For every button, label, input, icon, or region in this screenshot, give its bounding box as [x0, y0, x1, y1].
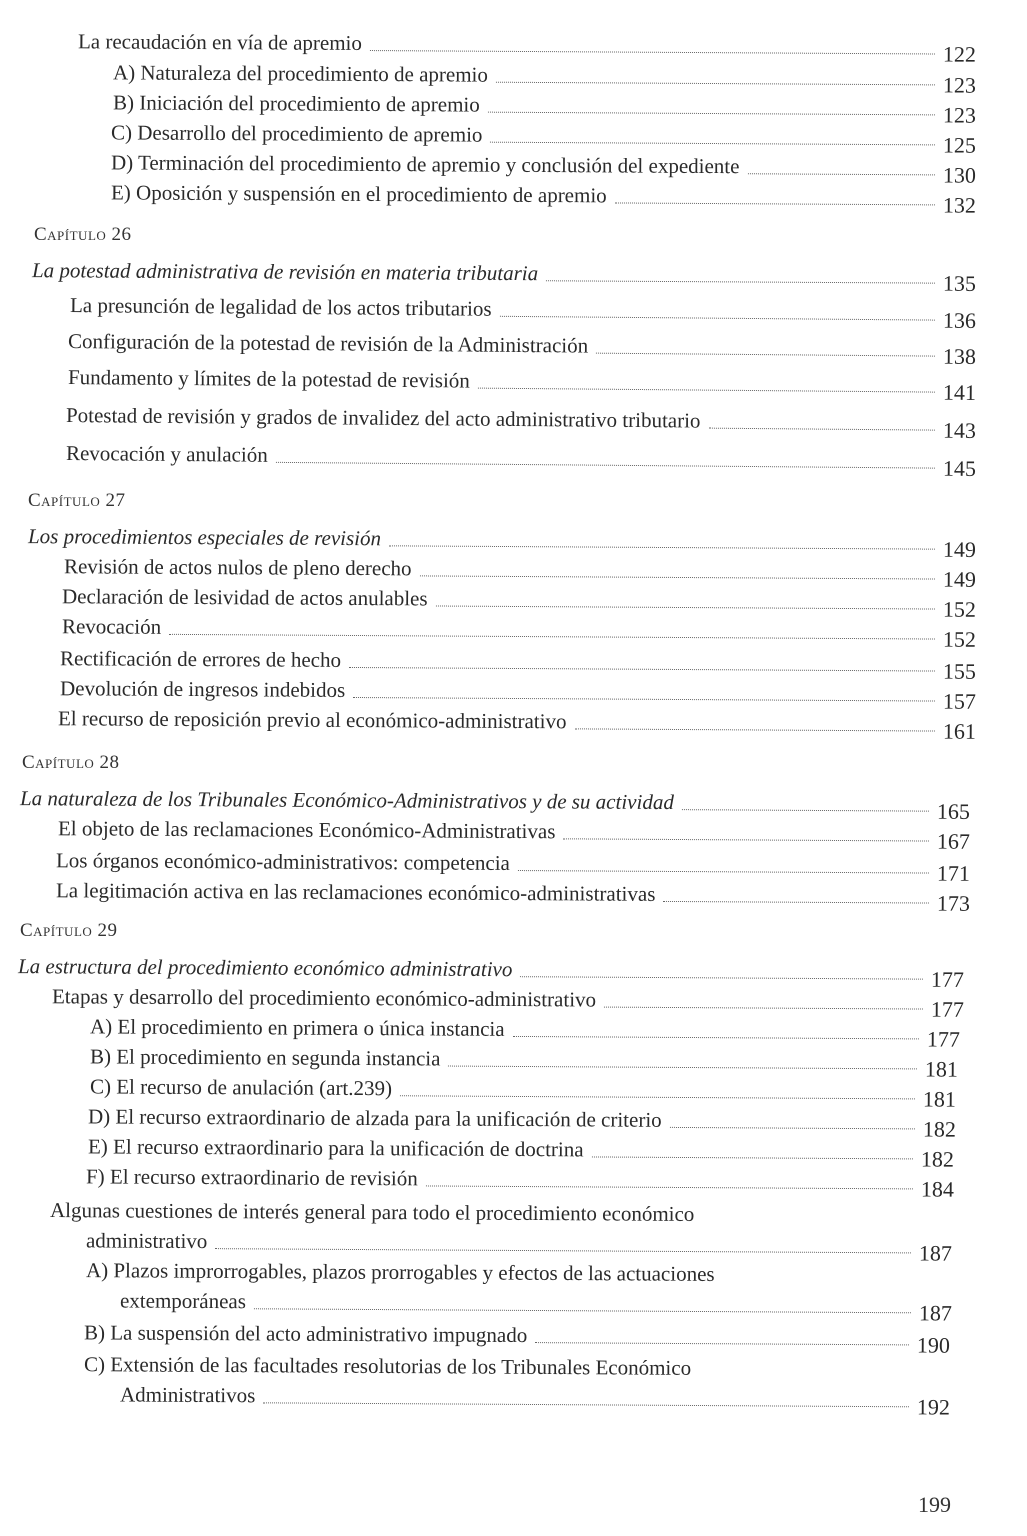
toc-entry-page: 181: [922, 1086, 957, 1112]
toc-entry-title: Los órganos económico-administrativos: competencia: [55, 848, 510, 875]
toc-entry-title: La presunción de legalidad de los actos tributarios: [69, 293, 492, 321]
dot-leader: [254, 1307, 911, 1313]
dot-leader: [518, 869, 929, 874]
toc-entry-title: Revocación: [61, 614, 162, 639]
chapter-title[interactable]: [19, 786, 971, 824]
toc-entry-title: E) Oposición y suspensión en el procedimiento de apremio: [110, 180, 607, 208]
toc-entry-title: Revocación y anulación: [65, 441, 268, 467]
dot-leader: [615, 201, 935, 205]
toc-entry-page: 122: [942, 41, 977, 67]
toc-entry[interactable]: [65, 403, 977, 443]
chapter-heading: Capítulo 27: [28, 490, 126, 511]
dot-leader: [490, 141, 935, 146]
toc-entry[interactable]: [89, 1014, 961, 1052]
toc-entry-title: La legitimación activa en las reclamaciones económico-administrativas: [55, 878, 656, 906]
toc-entry-page: 123: [942, 72, 977, 98]
toc-entry[interactable]: [110, 180, 977, 218]
toc-entry[interactable]: [61, 584, 977, 622]
toc-entry-page: 192: [916, 1394, 951, 1420]
toc-entry-title: D) Terminación del procedimiento de apremio y conclusión del expediente: [110, 150, 740, 179]
dot-leader: [574, 727, 934, 731]
toc-entry-page: 182: [920, 1146, 955, 1172]
toc-entry[interactable]: [63, 554, 977, 592]
toc-entry-page: 171: [936, 860, 971, 886]
dot-leader: [535, 1341, 909, 1345]
toc-entry-page: 149: [942, 566, 977, 592]
toc-entry[interactable]: [112, 60, 977, 98]
toc-entry-title: B) El procedimiento en segunda instancia: [89, 1044, 441, 1071]
toc-entry[interactable]: [77, 29, 977, 67]
toc-entry-page: 184: [920, 1176, 955, 1202]
toc-entry[interactable]: [119, 1288, 953, 1326]
toc-entry-title: Devolución de ingresos indebidos: [59, 676, 346, 702]
toc-entry-title: Rectificación de errores de hecho: [59, 646, 342, 672]
toc-entry[interactable]: [57, 816, 971, 854]
toc-entry[interactable]: [61, 614, 977, 652]
chapter-title[interactable]: [17, 954, 965, 992]
toc-entry-page: 138: [942, 343, 977, 369]
toc-entry-title: La recaudación en vía de apremio: [77, 29, 363, 55]
toc-entry[interactable]: [55, 848, 971, 886]
dot-leader: [563, 837, 929, 841]
dot-leader: [747, 172, 934, 175]
toc-entry[interactable]: [110, 120, 977, 158]
toc-entry-title: Los procedimientos especiales de revisión: [27, 524, 382, 551]
toc-entry-page: 130: [942, 162, 977, 188]
toc-entry-title: La potestad administrativa de revisión en materia tributaria: [31, 258, 539, 286]
toc-entry-title[interactable]: C) Extensión de las facultades resolutorias de los Tribunales Económico: [83, 1352, 692, 1380]
dot-leader: [546, 279, 935, 283]
toc-entry[interactable]: [87, 1134, 955, 1172]
dot-leader: [496, 81, 935, 86]
dot-leader: [604, 1006, 923, 1010]
toc-entry-page: 132: [942, 192, 977, 218]
toc-entry-title: Etapas y desarrollo del procedimiento económico-administrativo: [51, 984, 597, 1012]
toc-entry-title[interactable]: Algunas cuestiones de interés general para todo el procedimiento económico: [49, 1198, 695, 1226]
toc-entry-page: 167: [936, 828, 971, 854]
dot-leader: [420, 574, 935, 579]
toc-entry-title: B) La suspensión del acto administrativo impugnado: [83, 1320, 528, 1348]
toc-entry-page: 157: [942, 688, 977, 714]
toc-entry-title: Revisión de actos nulos de pleno derecho: [63, 554, 412, 581]
chapter-heading: Capítulo 29: [20, 920, 118, 941]
toc-entry-page: 181: [924, 1056, 959, 1082]
dot-leader: [400, 1094, 915, 1099]
toc-entry-title: A) El procedimiento en primera o única instancia: [89, 1014, 505, 1041]
toc-entry-title: A) Naturaleza del procedimiento de apremio: [112, 60, 488, 87]
toc-entry[interactable]: [65, 441, 977, 481]
toc-entry[interactable]: [119, 1382, 951, 1420]
toc-entry-title: D) El recurso extraordinario de alzada para la unificación de criterio: [87, 1104, 662, 1132]
toc-entry-title: E) El recurso extraordinario para la unificación de doctrina: [87, 1134, 584, 1162]
toc-entry-page: 161: [942, 718, 977, 744]
dot-leader: [682, 808, 929, 812]
toc-entry-title: El recurso de reposición previo al económico-administrativo: [57, 706, 567, 734]
dot-leader: [276, 461, 935, 469]
toc-entry-title: Administrativos: [119, 1382, 256, 1408]
chapter-heading: Capítulo 26: [34, 224, 132, 245]
toc-entry-title: Fundamento y límites de la potestad de revisión: [67, 365, 470, 393]
chapter-heading: Capítulo 28: [22, 752, 120, 773]
toc-entry-page: 165: [936, 798, 971, 824]
dot-leader: [353, 696, 935, 702]
dot-leader: [263, 1401, 909, 1407]
toc-entry[interactable]: [83, 1320, 951, 1358]
toc-entry-title: B) Iniciación del procedimiento de apremio: [112, 90, 480, 117]
toc-entry-page: 173: [936, 890, 971, 916]
toc-entry-page: 149: [942, 536, 977, 562]
page-number: 199: [918, 1492, 951, 1517]
toc-entry[interactable]: [51, 984, 965, 1022]
toc-entry-page: 123: [942, 102, 977, 128]
toc-entry-page: 152: [942, 626, 977, 652]
toc-entry-page: 187: [918, 1240, 953, 1266]
toc-entry[interactable]: [85, 1228, 953, 1266]
dot-leader: [436, 604, 935, 609]
dot-leader: [370, 49, 935, 54]
dot-leader: [215, 1247, 911, 1253]
toc-entry-page: 187: [918, 1300, 953, 1326]
dot-leader: [488, 111, 935, 116]
toc-entry[interactable]: [67, 365, 977, 405]
chapter-title[interactable]: [27, 524, 977, 562]
toc-entry[interactable]: [57, 706, 977, 744]
toc-entry-title: La naturaleza de los Tribunales Económico-Administrativos y de su actividad: [19, 786, 674, 815]
toc-entry[interactable]: [87, 1104, 957, 1142]
toc-entry-page: 177: [930, 966, 965, 992]
toc-entry-title: Configuración de la potestad de revisión de la Administración: [67, 329, 589, 358]
toc-entry[interactable]: [112, 90, 977, 128]
toc-entry-page: 182: [922, 1116, 957, 1142]
dot-leader: [349, 666, 935, 672]
toc-entry[interactable]: [85, 1164, 955, 1202]
toc-entry-title: C) Desarrollo del procedimiento de apremio: [110, 120, 483, 147]
dot-leader: [708, 427, 934, 431]
dot-leader: [389, 544, 935, 549]
toc-entry-page: 152: [942, 596, 977, 622]
toc-entry[interactable]: [55, 878, 971, 916]
toc-entry-title: F) El recurso extraordinario de revisión: [85, 1164, 418, 1191]
toc-entry-title: administrativo: [85, 1228, 208, 1254]
toc-entry-page: 177: [930, 996, 965, 1022]
dot-leader: [448, 1065, 917, 1070]
chapter-title[interactable]: [31, 258, 977, 296]
dot-leader: [663, 900, 929, 904]
toc-entry-title: El objeto de las reclamaciones Económico-Administrativas: [57, 816, 556, 844]
toc-entry-title: Declaración de lesividad de actos anulables: [61, 584, 428, 611]
toc-entry[interactable]: [59, 676, 977, 714]
dot-leader: [670, 1126, 915, 1129]
dot-leader: [478, 387, 935, 393]
toc-entry[interactable]: [67, 329, 977, 369]
toc-entry[interactable]: [89, 1074, 957, 1112]
toc-entry-title: La estructura del procedimiento económico administrativo: [17, 954, 513, 982]
toc-entry[interactable]: [69, 293, 977, 333]
toc-entry[interactable]: [89, 1044, 959, 1082]
dot-leader: [592, 1155, 913, 1159]
toc-entry-title: Potestad de revisión y grados de invalidez del acto administrativo tributario: [65, 403, 701, 433]
dot-leader: [596, 352, 935, 357]
toc-entry-title[interactable]: A) Plazos improrrogables, plazos prorrogables y efectos de las actuaciones: [85, 1258, 715, 1286]
dot-leader: [513, 1035, 919, 1039]
toc-entry-page: 135: [942, 270, 977, 296]
dot-leader: [169, 633, 935, 640]
toc-entry-page: 125: [942, 132, 977, 158]
dot-leader: [426, 1184, 913, 1189]
toc-entry-page: 141: [942, 379, 977, 405]
toc-entry-title: C) El recurso de anulación (art.239): [89, 1074, 393, 1101]
toc-entry-page: 190: [916, 1332, 951, 1358]
toc-entry-page: 177: [926, 1026, 961, 1052]
toc-entry-page: 143: [942, 417, 977, 443]
toc-entry[interactable]: [59, 646, 977, 684]
toc-entry-page: 155: [942, 658, 977, 684]
dot-leader: [500, 315, 935, 321]
toc-entry-page: 136: [942, 307, 977, 333]
dot-leader: [520, 975, 923, 979]
toc-entry[interactable]: [110, 150, 977, 188]
toc-entry-title: extemporáneas: [119, 1288, 247, 1314]
toc-entry-page: 145: [942, 455, 977, 481]
